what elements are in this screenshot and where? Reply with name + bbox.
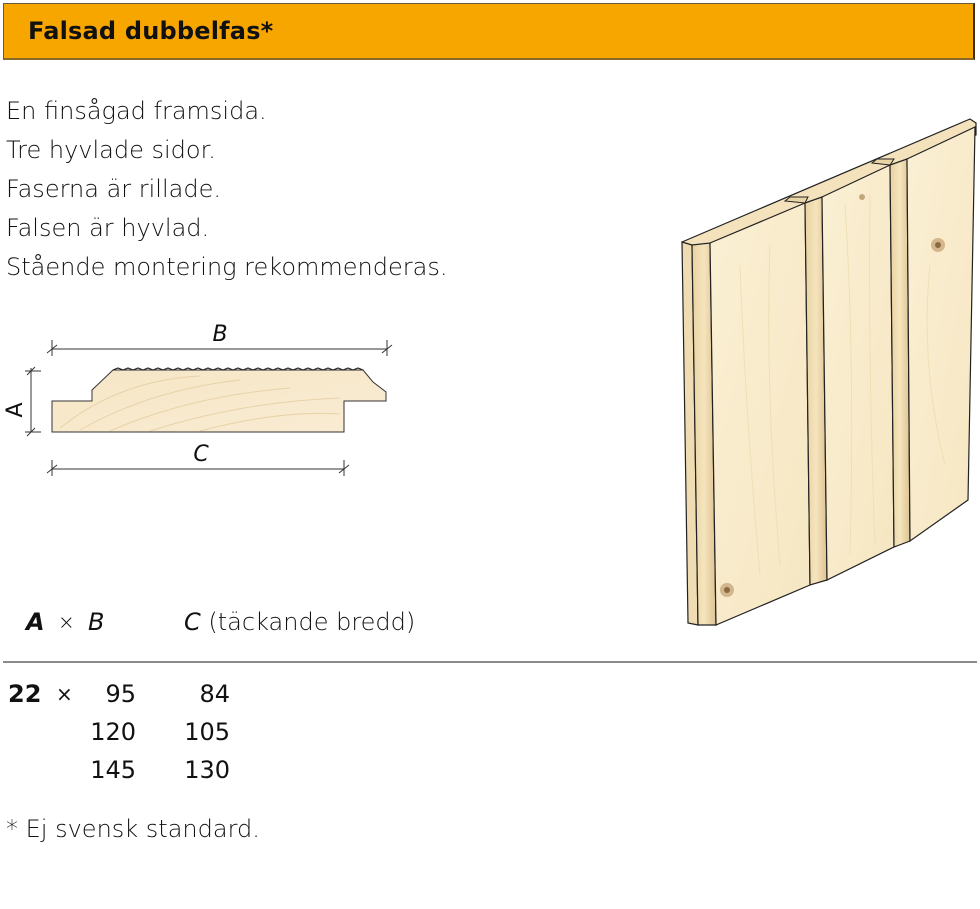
profile-cross-section-diagram (0, 310, 420, 494)
column-header-c (184, 608, 415, 636)
description-line: En finsågad framsida. (6, 97, 267, 125)
cell-a: 22 (8, 680, 42, 708)
column-header-a: A (26, 608, 45, 636)
cell-b: 95 (105, 680, 136, 708)
cell-b: 145 (90, 756, 136, 784)
description-line: Tre hyvlade sidor. (6, 136, 216, 164)
description-line: Faserna är rillade. (6, 175, 221, 203)
column-header-b: B (88, 608, 105, 636)
divider (3, 661, 977, 663)
dimension-label-b: B (212, 322, 228, 347)
dimension-label-a: A (3, 402, 28, 418)
cell-c: 130 (184, 756, 230, 784)
section-header (3, 3, 975, 60)
cell-c: 105 (184, 718, 230, 746)
cell-b: 120 (90, 718, 136, 746)
cell-c: 84 (199, 680, 230, 708)
times-symbol: × (58, 610, 75, 634)
column-header-c-note: (täckande bredd) (200, 608, 416, 636)
cell-times: × (56, 682, 73, 706)
dimension-label-c: C (193, 442, 209, 467)
paneling-illustration (670, 105, 980, 634)
description-line: Stående montering rekommenderas. (6, 253, 448, 281)
section-title: Falsad dubbelfas* (28, 17, 274, 45)
footnote: * Ej svensk standard. (6, 815, 260, 843)
column-header-c-letter: C (184, 608, 201, 636)
description-line: Falsen är hyvlad. (6, 214, 210, 242)
description-list (6, 92, 447, 287)
